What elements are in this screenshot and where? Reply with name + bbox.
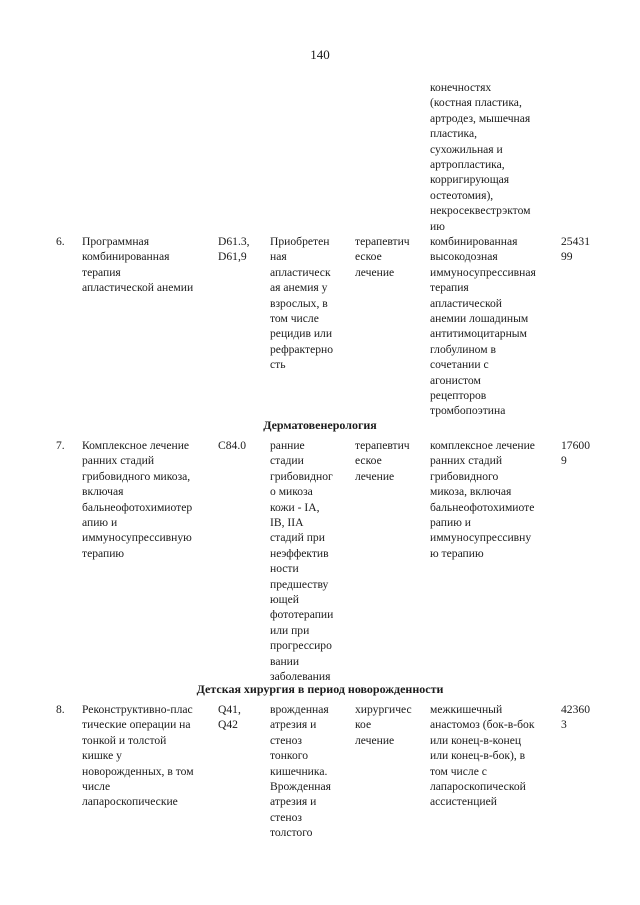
row-8-method: межкишечный анастомоз (бок-в-бок или конец-в-конец или конец-в-бок), в том числе с лапароскопической ассистенцией [430,703,535,809]
row-7-method: комплексное лечение ранних стадий грибовидного микоза, включая бальнеофотохимиоте рапию и иммуносупрессивну ю терапию [430,439,535,560]
row-6-method: комбинированная высокодозная иммуносупрессивная терапия апластической анемии лошадиным антитимоцитарным глобулином в сочетании с агонистом рецепторов тромбопоэтина [430,235,536,418]
row-8-number: 8. [56,703,65,716]
row-7-name: Комплексное лечение ранних стадий грибовидного микоза, включая бальнеофотохимиотер апию и иммуносупрессивную терапию [82,439,193,560]
row-8-model: врожденная атрезия и стеноз тонкого кишечника. Врожденная атрезия и стеноз толстого [270,703,331,840]
row-8-code: Q41, Q42 [218,703,241,732]
row-8-type: хирургичес кое лечение [355,703,412,747]
row-7-cost: 17600 9 [561,439,590,468]
page-number: 140 [310,47,330,62]
row-7-type: терапевтич еское лечение [355,439,410,483]
row-7-number: 7. [56,439,65,452]
section-heading-dermatovenereology: Дерматовенерология [263,418,377,432]
row-7-code: C84.0 [218,439,247,452]
row-8-cost: 42360 3 [561,703,590,732]
row-6-cost: 25431 99 [561,235,590,264]
continuation-method: конечностях (костная пластика, артродез, мышечная пластика, сухожильная и артропластика, корригирующая остеотомия), некросеквестрэктом ию [430,81,531,233]
row-7-model: ранние стадии грибовидног о микоза кожи - IA, IB, IIA стадий при неэффектив ности предшеству ющей фототерапии или при прогрессиро вании заболевания [270,439,334,684]
row-6-type: терапевтич еское лечение [355,235,410,279]
row-6-code: D61.3, D61,9 [218,235,250,264]
section-heading-neonatal-surgery: Детская хирургия в период новорожденности [196,682,444,696]
row-6-name: Программная комбинированная терапия апластической анемии [82,235,194,295]
row-6-number: 6. [56,235,65,248]
row-6-model: Приобретен ная апластическ ая анемия у взрослых, в том числе рецидив или рефрактерно сть [270,235,334,372]
row-8-name: Реконструктивно-плас тические операции на тонкой и толстой кишке у новорожденных, в том числе лапароскопические [82,703,194,809]
